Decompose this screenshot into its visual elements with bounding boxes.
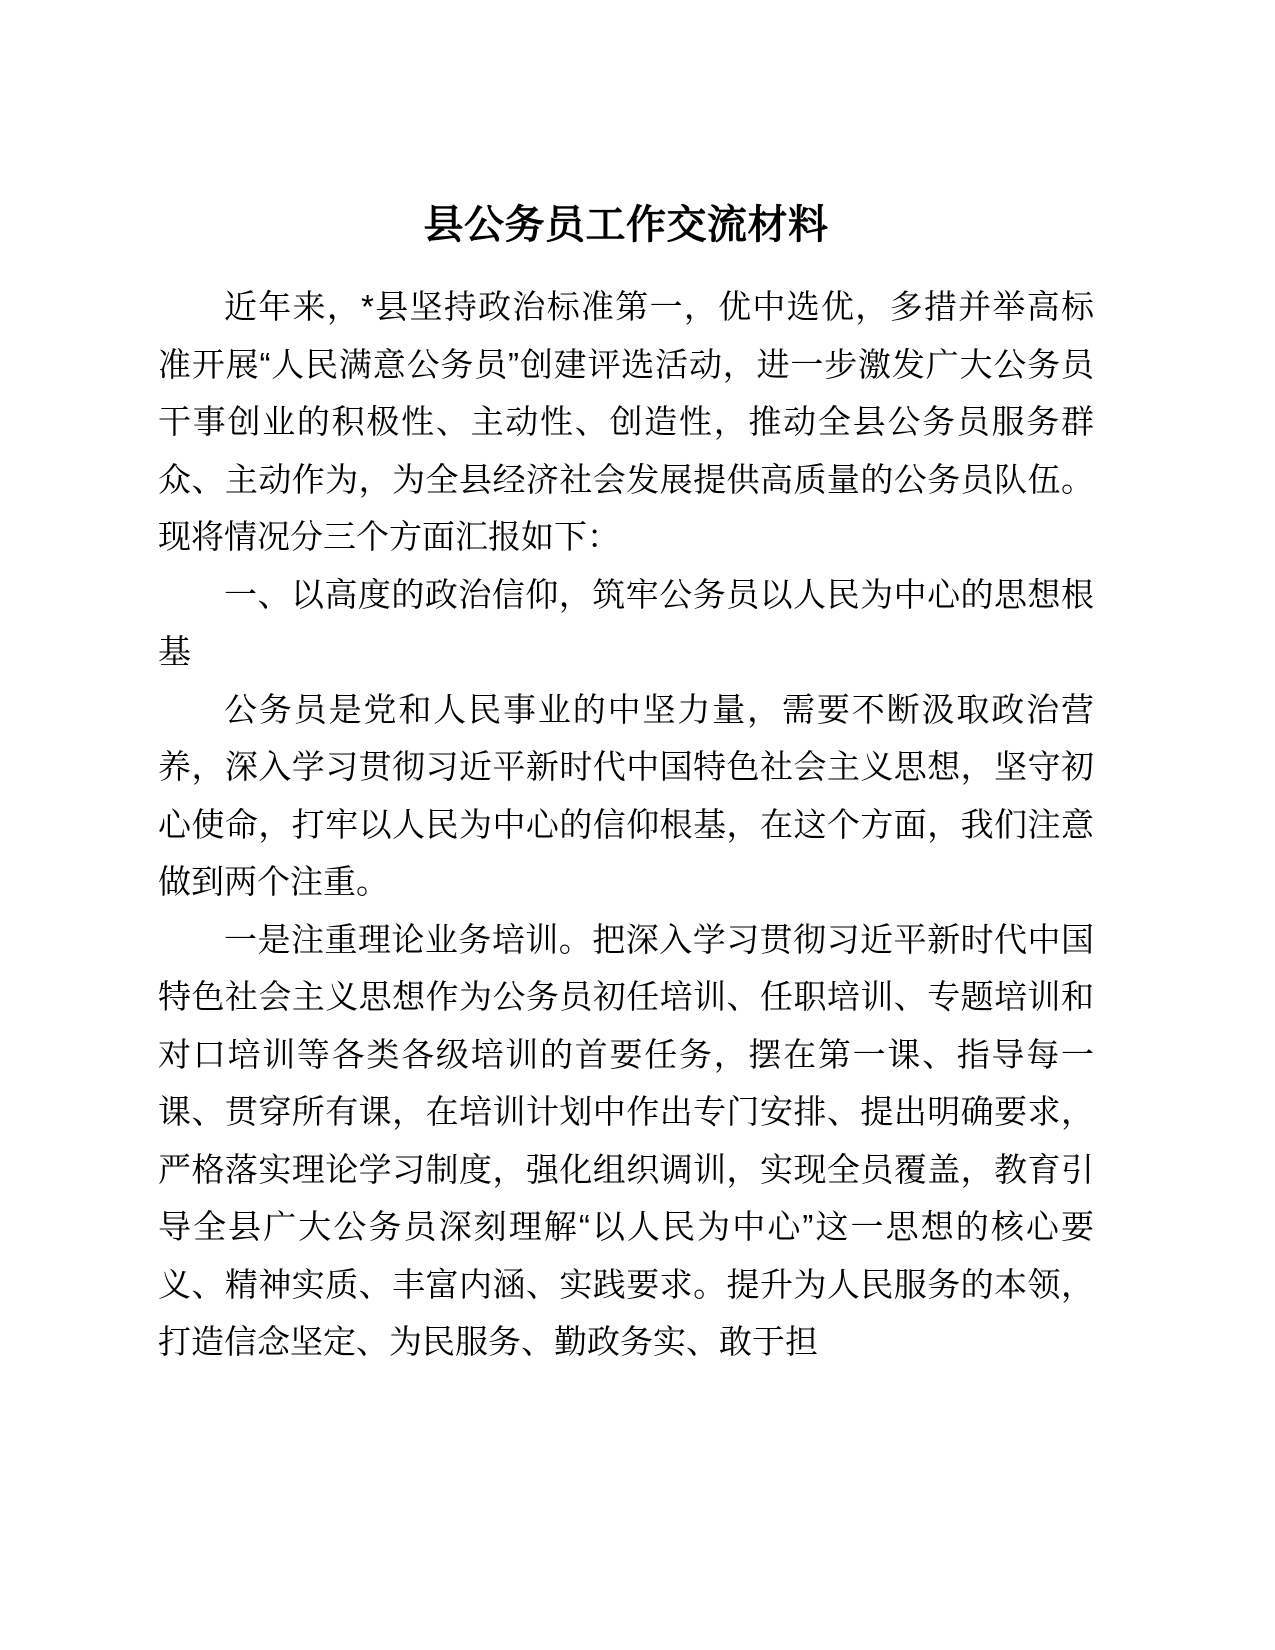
page-title: 县公务员工作交流材料	[423, 203, 829, 247]
document-content	[158, 0, 1094, 1371]
paragraph-intro: 近年来，*县坚持政治标准第一，优中选优，多措并举高标准开展“人民满意公务员”创建评选活动，进一步激发广大公务员干事创业的积极性、主动性、创造性，推动全县公务员服务群众、主动作为，为全县经济社会发展提供高质量的公务员队伍。现将情况分三个方面汇报如下：	[158, 288, 1094, 555]
paragraph-section-one-lead: 公务员是党和人民事业的中坚力量，需要不断汲取政治营养，深入学习贯彻习近平新时代中国特色社会主义思想，坚守初心使命，打牢以人民为中心的信仰根基，在这个方面，我们注意做到两个注重。	[158, 690, 1094, 900]
document-body	[158, 278, 1094, 1371]
paragraph-section-one-point-one: 一是注重理论业务培训。把深入学习贯彻习近平新时代中国特色社会主义思想作为公务员初任培训、任职培训、专题培训和对口培训等各类各级培训的首要任务，摆在第一课、指导每一课、贯穿所有课，在培训计划中作出专门安排、提出明确要求，严格落实理论学习制度，强化组织调训，实现全员覆盖，教育引导全县广大公务员深刻理解“以人民为中心”这一思想的核心要义、精神实质、丰富内涵、实践要求。提升为人民服务的本领，打造信念坚定、为民服务、勤政务实、敢于担	[158, 920, 1094, 1360]
section-heading-one: 一、以高度的政治信仰，筑牢公务员以人民为中心的思想根基	[158, 575, 1094, 670]
